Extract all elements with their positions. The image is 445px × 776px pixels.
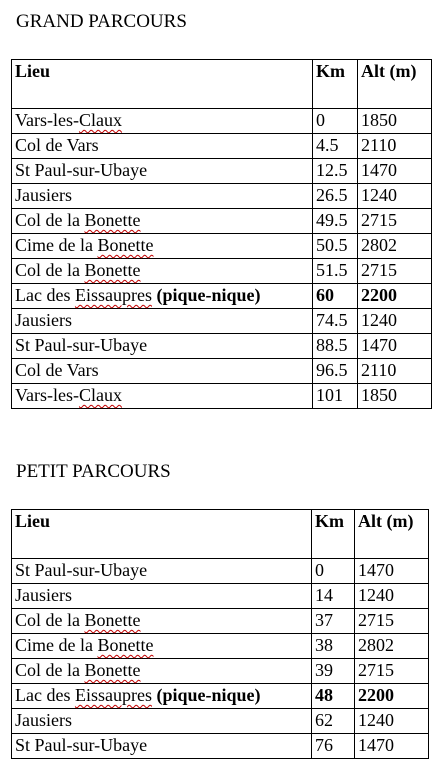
header-alt: Alt (m): [358, 60, 432, 109]
cell-km: 51.5: [313, 259, 358, 284]
cell-alt: 1470: [355, 559, 429, 584]
header-lieu: Lieu: [12, 60, 313, 109]
table-row: [12, 559, 429, 584]
lieu-text: Col de la: [15, 610, 85, 630]
cell-alt: 1240: [358, 184, 432, 209]
table-row: [12, 584, 429, 609]
lieu-text-spellcheck: Eissaupres: [74, 685, 152, 705]
header-km: Km: [313, 60, 358, 109]
cell-lieu: Jausiers: [12, 184, 313, 209]
table-row: [12, 259, 432, 284]
lieu-text-spellcheck: Bonette: [84, 210, 141, 230]
cell-lieu: Col de Vars: [12, 134, 313, 159]
cell-lieu: Jausiers: [12, 309, 313, 334]
table-row-highlight: [12, 284, 432, 309]
table-row: [12, 659, 429, 684]
lieu-text-spellcheck: Bonette: [84, 610, 141, 630]
grand-parcours-table: [11, 59, 432, 409]
cell-lieu: [12, 609, 312, 634]
table-row: [12, 334, 432, 359]
lieu-text: Lac des: [15, 285, 75, 305]
lieu-text: Cime de la: [15, 635, 98, 655]
cell-lieu: [12, 259, 313, 284]
cell-km: 14: [312, 584, 355, 609]
cell-lieu: [12, 384, 313, 409]
petit-parcours-table: [11, 509, 429, 759]
cell-lieu: St Paul-sur-Ubaye: [12, 734, 312, 759]
cell-km: 50.5: [313, 234, 358, 259]
lieu-text-spellcheck: Bonette: [84, 260, 141, 280]
grand-parcours-title: GRAND PARCOURS: [16, 11, 187, 32]
table-header-row: [12, 510, 429, 559]
cell-alt: 2200: [358, 284, 432, 309]
table-row: [12, 159, 432, 184]
cell-lieu: [12, 209, 313, 234]
lieu-text: Col de la: [15, 660, 85, 680]
cell-lieu: Jausiers: [12, 709, 312, 734]
cell-alt: 2200: [355, 684, 429, 709]
cell-km: 12.5: [313, 159, 358, 184]
cell-alt: 2802: [355, 634, 429, 659]
cell-km: 62: [312, 709, 355, 734]
cell-alt: 2110: [358, 134, 432, 159]
table-row: [12, 609, 429, 634]
header-alt: Alt (m): [355, 510, 429, 559]
lieu-text: Vars-les-: [15, 110, 79, 130]
cell-alt: 1850: [358, 384, 432, 409]
cell-lieu: [12, 659, 312, 684]
table-row: [12, 134, 432, 159]
header-km: Km: [312, 510, 355, 559]
cell-lieu: Jausiers: [12, 584, 312, 609]
cell-km: 60: [313, 284, 358, 309]
cell-km: 49.5: [313, 209, 358, 234]
cell-km: 48: [312, 684, 355, 709]
lieu-text-spellcheck: Bonette: [97, 235, 154, 255]
cell-km: 26.5: [313, 184, 358, 209]
cell-km: 0: [312, 559, 355, 584]
cell-alt: 1850: [358, 109, 432, 134]
cell-alt: 2715: [355, 659, 429, 684]
cell-alt: 1470: [355, 734, 429, 759]
cell-lieu: [12, 109, 313, 134]
cell-lieu: [12, 234, 313, 259]
cell-alt: 1240: [355, 584, 429, 609]
lieu-text: Cime de la: [15, 235, 98, 255]
cell-alt: 2715: [358, 209, 432, 234]
cell-lieu: St Paul-sur-Ubaye: [12, 334, 313, 359]
table-row: [12, 709, 429, 734]
cell-km: 38: [312, 634, 355, 659]
header-lieu: Lieu: [12, 510, 312, 559]
lieu-text: Vars-les-: [15, 385, 79, 405]
table-row: [12, 359, 432, 384]
lieu-note: (pique-nique): [151, 285, 261, 305]
lieu-text: Col de la: [15, 260, 85, 280]
table-row: [12, 734, 429, 759]
cell-alt: 1470: [358, 334, 432, 359]
lieu-text-spellcheck: Bonette: [84, 660, 141, 680]
cell-lieu: Col de Vars: [12, 359, 313, 384]
cell-km: 76: [312, 734, 355, 759]
table-row-highlight: [12, 684, 429, 709]
cell-km: 96.5: [313, 359, 358, 384]
table-row: [12, 234, 432, 259]
cell-km: 37: [312, 609, 355, 634]
cell-lieu: [12, 284, 313, 309]
lieu-text: Lac des: [15, 685, 75, 705]
cell-alt: 2715: [358, 259, 432, 284]
lieu-text-spellcheck: Bonette: [97, 635, 154, 655]
cell-km: 4.5: [313, 134, 358, 159]
table-row: [12, 184, 432, 209]
cell-lieu: St Paul-sur-Ubaye: [12, 559, 312, 584]
cell-lieu: St Paul-sur-Ubaye: [12, 159, 313, 184]
lieu-text-spellcheck: Claux: [78, 110, 122, 130]
table-row: [12, 634, 429, 659]
table-row: [12, 209, 432, 234]
table-row: [12, 109, 432, 134]
cell-alt: 2802: [358, 234, 432, 259]
petit-parcours-title: PETIT PARCOURS: [16, 461, 171, 482]
cell-km: 39: [312, 659, 355, 684]
cell-alt: 1470: [358, 159, 432, 184]
cell-alt: 2715: [355, 609, 429, 634]
cell-km: 74.5: [313, 309, 358, 334]
cell-alt: 1240: [355, 709, 429, 734]
table-row: [12, 309, 432, 334]
table-header-row: [12, 60, 432, 109]
cell-km: 88.5: [313, 334, 358, 359]
lieu-text-spellcheck: Eissaupres: [74, 285, 152, 305]
cell-lieu: [12, 634, 312, 659]
table-row: [12, 384, 432, 409]
lieu-note: (pique-nique): [151, 685, 261, 705]
lieu-text-spellcheck: Claux: [78, 385, 122, 405]
cell-km: 0: [313, 109, 358, 134]
cell-km: 101: [313, 384, 358, 409]
cell-lieu: [12, 684, 312, 709]
lieu-text: Col de la: [15, 210, 85, 230]
cell-alt: 1240: [358, 309, 432, 334]
cell-alt: 2110: [358, 359, 432, 384]
